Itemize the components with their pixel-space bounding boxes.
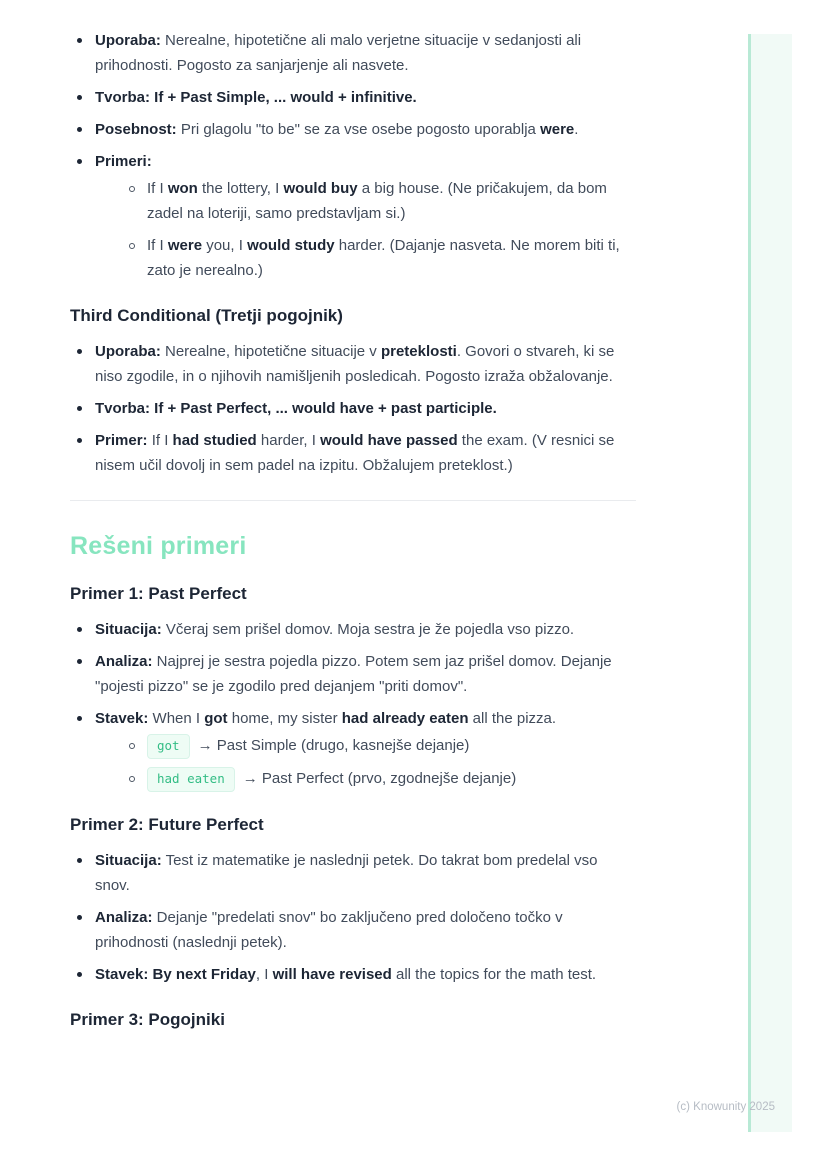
list-item [70,85,636,110]
bullet-dot-icon [77,127,82,132]
list-item-text [95,153,152,170]
bullet-dot-icon [77,159,82,164]
text-run: harder, I [256,432,321,449]
bold-text: got [204,710,228,727]
bold-text: Posebnost: [95,121,177,138]
list-item [70,706,636,792]
bullet-dot-icon [77,627,82,632]
bullet-circle-icon [129,776,135,782]
list-item-text [95,909,563,951]
list-item [122,733,636,759]
bold-text: Situacija: [95,852,162,869]
text-run: → Past Simple (drugo, kasnejše dejanje) [197,737,470,754]
list-item-text [95,343,614,385]
bold-text: were [540,121,575,138]
document-content [70,28,636,1043]
page-edge-line [748,34,751,1132]
bold-text: will have revised [272,966,392,983]
list-item [70,649,636,699]
list-item [70,905,636,955]
text-run: . Govori o stvareh, ki se niso zgodile, in o njihovih namišljenih posledicah. Pogosto izraža obžalovanje. [95,343,615,385]
bold-text: would buy [283,180,358,197]
text-run: you, I [202,237,248,254]
list-item-text [95,400,497,417]
list-item-text [147,770,516,787]
list-item-text [147,180,607,222]
sub-list [122,176,636,283]
third-conditional-heading: Third Conditional (Tretji pogojnik) [70,306,343,325]
list-item-text [95,121,578,138]
bold-text: Analiza: [95,909,153,926]
bold-text: Uporaba: [95,343,161,360]
list-item [122,176,636,226]
copyright-text: (c) Knowunity 2025 [676,1101,775,1113]
text-run: . [574,121,579,138]
text-run: , I [255,966,273,983]
bullet-circle-icon [129,243,135,249]
bold-text: Uporaba: [95,32,161,49]
text-run: home, my sister [227,710,342,727]
text-run: the exam. (V resnici se nisem učil dovolj in sem padel na izpitu. Obžalujem preteklost.) [95,432,615,474]
sub-list [122,733,636,792]
text-run: all the topics for the math test. [391,966,597,983]
text-run: When I [148,710,205,727]
text-run: Nerealne, hipotetične ali malo verjetne situacije v sedanjosti ali prihodnosti. Pogosto za sanjarjenje ali nasvete. [95,32,582,74]
list-item-text [95,710,556,727]
list-item [70,396,636,421]
bullet-dot-icon [77,915,82,920]
text-run: all the pizza. [468,710,557,727]
list-item [122,766,636,792]
list-item-text [95,89,417,106]
second-conditional-list [70,28,636,283]
list-item [122,233,636,283]
text-run: If I [147,237,168,254]
bullet-dot-icon [77,406,82,411]
bold-text: would study [247,237,335,254]
list-item-text [95,621,574,638]
example1-list [70,617,636,792]
list-item-text [95,653,612,695]
example2-heading: Primer 2: Future Perfect [70,815,264,834]
bullet-dot-icon [77,95,82,100]
text-run: If I [147,180,168,197]
text-run: Nerealne, hipotetične situacije v [160,343,381,360]
list-item [70,149,636,283]
text-run: Včeraj sem prišel domov. Moja sestra je že pojedla vso pizzo. [161,621,575,638]
bold-text: Tvorba: If + Past Perfect, ... would have + past participle. [95,400,497,417]
list-item-text [95,966,596,983]
list-item-text [147,737,469,754]
example3-heading: Primer 3: Pogojniki [70,1010,225,1029]
text-run: Test iz matematike je naslednji petek. Do takrat bom predelal vso snov. [95,852,598,894]
list-item [70,428,636,478]
bold-text: Situacija: [95,621,162,638]
section-divider [70,500,636,501]
text-run: the lottery, I [197,180,284,197]
bullet-dot-icon [77,716,82,721]
bullet-dot-icon [77,659,82,664]
bullet-dot-icon [77,349,82,354]
text-run: Dejanje "predelati snov" bo zaključeno pred določeno točko v prihodnosti (naslednji petek). [95,909,563,951]
bold-text: would have passed [320,432,458,449]
list-item-text [95,852,597,894]
third-conditional-list [70,339,636,478]
text-run: Pri glagolu "to be" se za vse osebe pogosto uporablja [176,121,541,138]
text-run: a big house. (Ne pričakujem, da bom zadel na loteriji, samo predstavljam si.) [147,180,607,222]
list-item-text [95,32,581,74]
code-badge: had eaten [147,767,235,792]
bold-text: Stavek: By next Friday [95,966,256,983]
text-run: Najprej je sestra pojedla pizzo. Potem sem jaz prišel domov. Dejanje "pojesti pizzo" se je zgodilo pred dejanjem "priti domov". [95,653,612,695]
bold-text: had already eaten [341,710,469,727]
list-item [70,617,636,642]
list-item [70,848,636,898]
bold-text: Primer: [95,432,148,449]
example1-heading: Primer 1: Past Perfect [70,584,247,603]
list-item [70,117,636,142]
bold-text: Analiza: [95,653,153,670]
bold-text: were [167,237,203,254]
bold-text: Primeri: [95,153,152,170]
bold-text: had studied [172,432,257,449]
bold-text: won [167,180,198,197]
text-run: If I [147,432,173,449]
bullet-dot-icon [77,858,82,863]
list-item [70,962,636,987]
text-run: → Past Perfect (prvo, zgodnejše dejanje) [242,770,517,787]
list-item-text [95,432,614,474]
list-item-text [147,237,620,279]
bullet-dot-icon [77,438,82,443]
code-badge: got [147,734,190,759]
bullet-dot-icon [77,972,82,977]
bold-text: Tvorba: If + Past Simple, ... would + infinitive. [95,89,417,106]
list-item [70,28,636,78]
bold-text: Stavek: [95,710,149,727]
text-run: harder. (Dajanje nasveta. Ne morem biti ti, zato je nerealno.) [147,237,620,279]
example2-list [70,848,636,987]
bullet-dot-icon [77,38,82,43]
bullet-circle-icon [129,186,135,192]
bold-text: preteklosti [380,343,457,360]
list-item [70,339,636,389]
solved-examples-heading: Rešeni primeri [70,532,247,560]
page-edge-track [751,34,792,1132]
bullet-circle-icon [129,743,135,749]
